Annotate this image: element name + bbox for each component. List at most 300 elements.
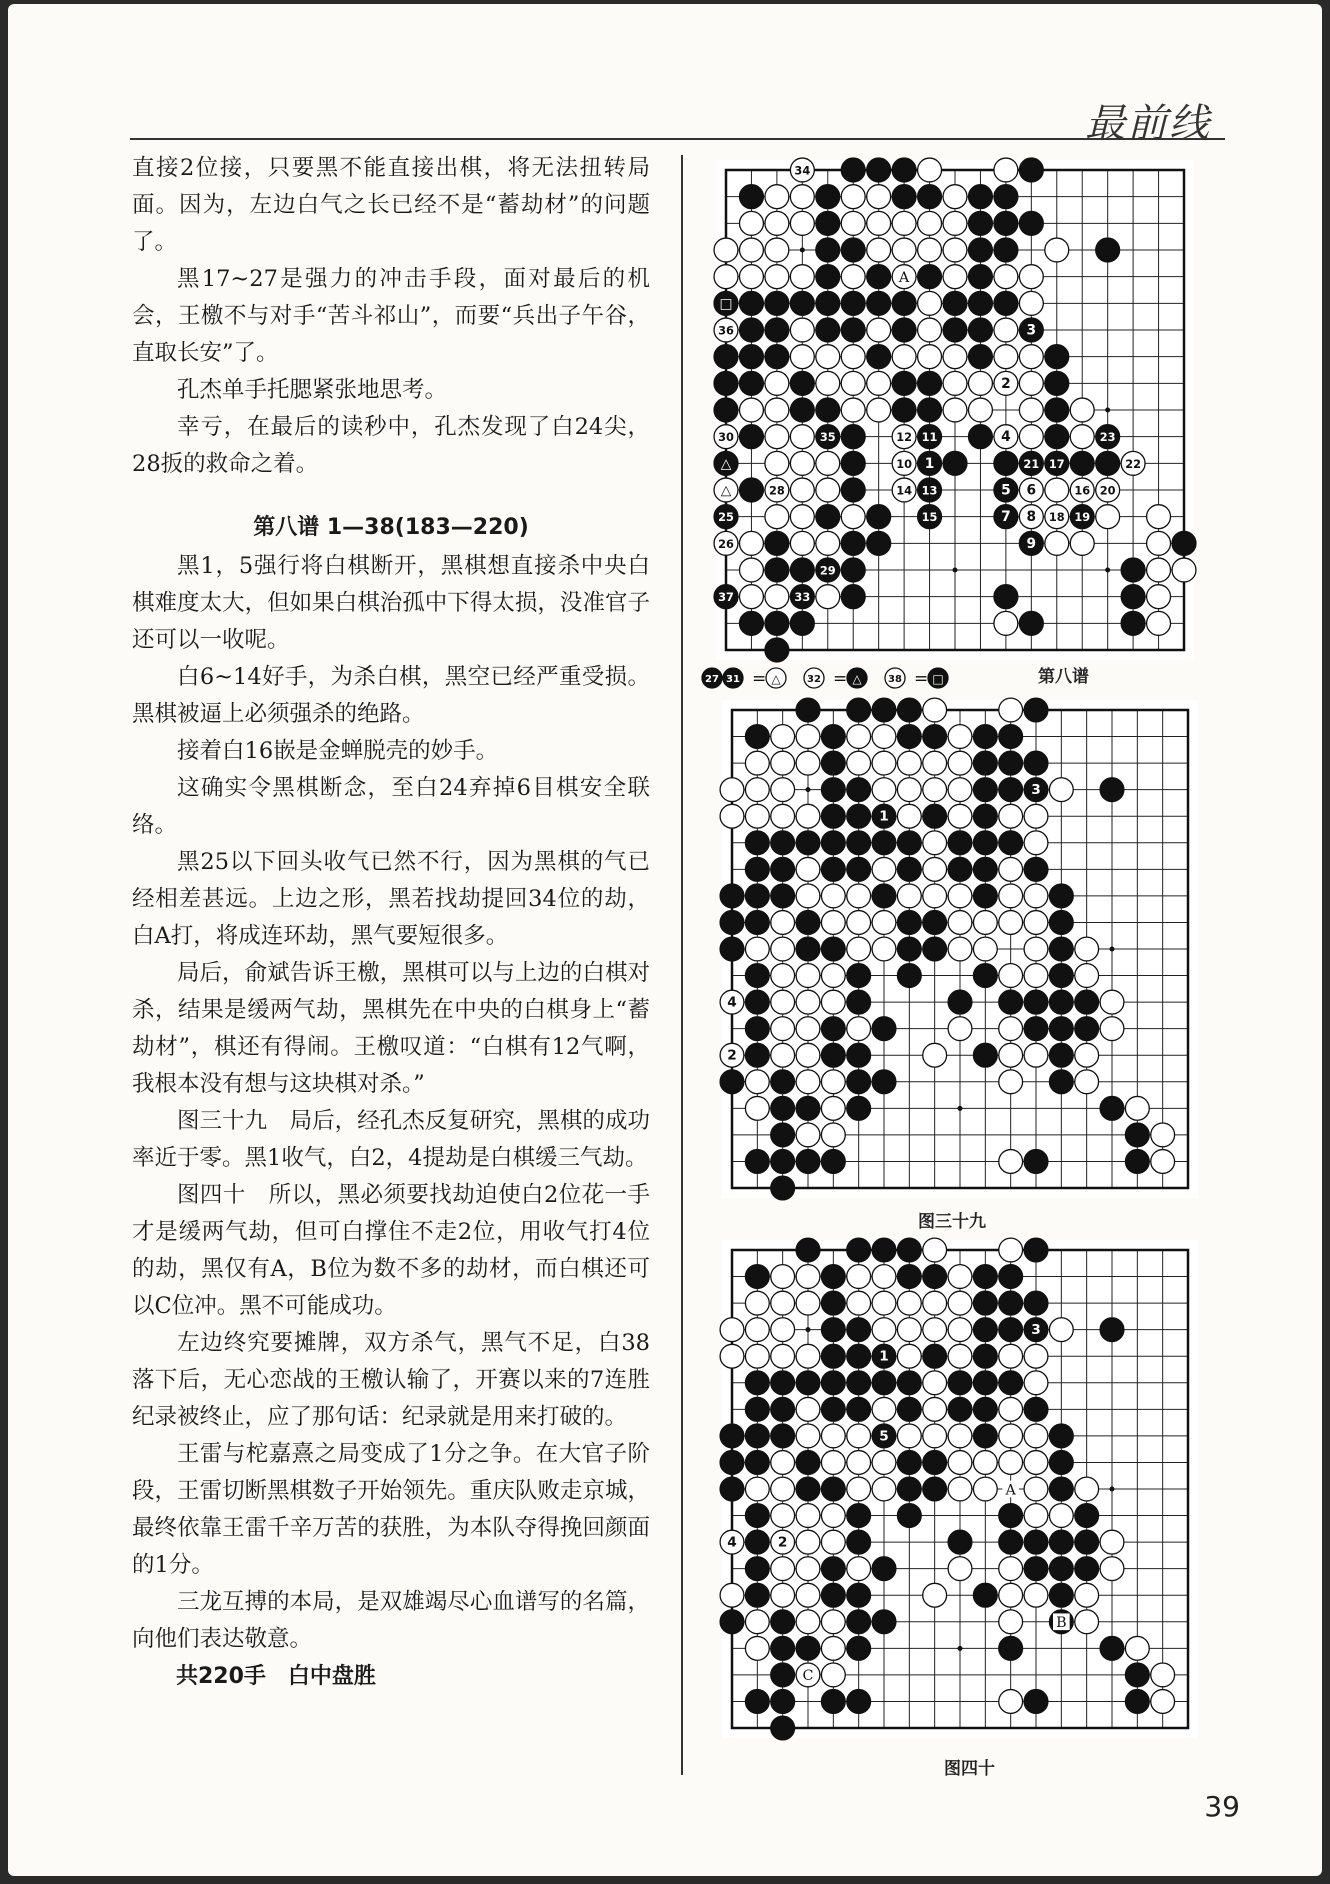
- black-stone: [968, 185, 992, 209]
- black-stone: [745, 990, 769, 1014]
- black-stone: [897, 1265, 921, 1289]
- white-stone: [923, 831, 947, 855]
- white-stone: [720, 778, 744, 802]
- stone-number: △: [720, 455, 732, 472]
- white-stone: [1024, 1504, 1048, 1528]
- black-stone: [821, 831, 845, 855]
- white-stone: [771, 964, 795, 988]
- white-stone: [897, 884, 921, 908]
- header-rule: [130, 138, 1225, 140]
- stone-number: 20: [1099, 483, 1116, 498]
- stone-number: 1: [879, 1348, 889, 1365]
- white-stone: [847, 725, 871, 749]
- black-stone: [872, 1610, 896, 1634]
- white-stone: [821, 1451, 845, 1475]
- black-stone: [897, 831, 921, 855]
- black-stone: [1024, 990, 1048, 1014]
- black-stone: [771, 857, 795, 881]
- black-stone: [994, 185, 1018, 209]
- black-stone: [968, 211, 992, 235]
- white-stone: [847, 1477, 871, 1501]
- black-stone: [821, 1557, 845, 1581]
- white-stone: [720, 1583, 744, 1607]
- white-stone: [948, 778, 972, 802]
- white-stone: [847, 751, 871, 775]
- white-stone: [796, 1123, 820, 1147]
- white-stone: [796, 1043, 820, 1067]
- paragraph: 这确实令黑棋断念，至白24弃掉6目棋安全联络。: [132, 775, 650, 838]
- black-stone: [821, 1291, 845, 1315]
- point-letter: A: [1005, 1482, 1016, 1499]
- black-stone: [821, 857, 845, 881]
- white-stone: [796, 1070, 820, 1094]
- white-stone: [973, 911, 997, 935]
- white-stone: [1049, 1504, 1073, 1528]
- white-stone: [739, 211, 763, 235]
- white-stone: [948, 1557, 972, 1581]
- stone-equivalence-legend: [700, 663, 1030, 693]
- black-stone: [994, 585, 1018, 609]
- white-stone: [1024, 1043, 1048, 1067]
- white-stone: [796, 1504, 820, 1528]
- black-stone: [847, 1690, 871, 1714]
- stone-number: 2: [1001, 375, 1011, 392]
- black-stone: [999, 831, 1023, 855]
- black-stone: [1045, 371, 1069, 395]
- article-part-2: [132, 548, 650, 1658]
- black-stone: [790, 371, 814, 395]
- black-stone: [847, 1096, 871, 1120]
- board-diagram-39: [722, 700, 1198, 1198]
- white-stone: [1024, 1424, 1048, 1448]
- white-stone: [771, 1318, 795, 1342]
- stone-number: 36: [718, 323, 734, 338]
- black-stone: [847, 964, 871, 988]
- white-stone: [923, 1583, 947, 1607]
- black-stone: [1100, 778, 1124, 802]
- black-stone: [745, 1371, 769, 1395]
- black-stone: [1024, 1530, 1048, 1554]
- black-stone: [1049, 937, 1073, 961]
- black-stone: [745, 1017, 769, 1041]
- black-stone: [892, 371, 916, 395]
- white-stone: [847, 937, 871, 961]
- white-stone: [796, 1344, 820, 1368]
- black-stone: [847, 1610, 871, 1634]
- white-stone: [923, 1397, 947, 1421]
- white-stone: [897, 751, 921, 775]
- black-stone: [973, 1265, 997, 1289]
- white-stone: [821, 884, 845, 908]
- black-stone: [790, 291, 814, 315]
- black-stone: [765, 611, 789, 635]
- white-stone: [796, 751, 820, 775]
- black-stone: [968, 265, 992, 289]
- black-stone: [739, 478, 763, 502]
- black-stone: [714, 371, 738, 395]
- black-stone: [720, 911, 744, 935]
- white-stone: [1147, 585, 1171, 609]
- white-stone: [790, 185, 814, 209]
- stone-number: 7: [1001, 509, 1011, 526]
- black-stone: [999, 1530, 1023, 1554]
- legend-stone-number: 32: [807, 674, 821, 685]
- white-stone: [796, 725, 820, 749]
- black-stone: [745, 964, 769, 988]
- white-stone: [847, 911, 871, 935]
- black-stone: [821, 1265, 845, 1289]
- black-stone: [999, 1636, 1023, 1660]
- star-point: [800, 248, 805, 253]
- black-stone: [897, 1504, 921, 1528]
- black-stone: [821, 778, 845, 802]
- black-stone: [821, 1371, 845, 1395]
- stone-number: 13: [921, 483, 938, 498]
- white-stone: [1075, 1070, 1099, 1094]
- white-stone: [872, 937, 896, 961]
- white-stone: [1049, 1318, 1073, 1342]
- black-stone: [816, 505, 840, 529]
- black-stone: [765, 638, 789, 662]
- white-stone: [999, 1017, 1023, 1041]
- white-stone: [765, 451, 789, 475]
- white-stone: [1024, 1371, 1048, 1395]
- black-stone: [816, 398, 840, 422]
- black-stone: [771, 1096, 795, 1120]
- white-stone: [821, 1663, 845, 1687]
- stone-number: 37: [718, 590, 734, 605]
- black-stone: [994, 451, 1018, 475]
- white-stone: [745, 1344, 769, 1368]
- white-stone: [739, 398, 763, 422]
- white-stone: [923, 1291, 947, 1315]
- black-stone: [1024, 1397, 1048, 1421]
- black-stone: [821, 1477, 845, 1501]
- paragraph: 三龙互搏的本局，是双雄竭尽心血谱写的名篇，向他们表达敬意。: [132, 1589, 650, 1652]
- black-stone: [923, 911, 947, 935]
- black-stone: [714, 398, 738, 422]
- black-stone: [821, 1344, 845, 1368]
- white-stone: [943, 265, 967, 289]
- paragraph: 直接2位接，只要黑不能直接出棋，将无法扭转局面。因为，左边白气之长已经不是“蓄劫材”的问题了。: [132, 155, 650, 255]
- black-stone: [897, 964, 921, 988]
- black-stone: [1075, 1557, 1099, 1581]
- white-stone: [1045, 478, 1069, 502]
- black-stone: [1024, 1291, 1048, 1315]
- white-stone: [1070, 531, 1094, 555]
- black-stone: [841, 318, 865, 342]
- black-stone: [1125, 1150, 1149, 1174]
- black-stone: [1049, 1424, 1073, 1448]
- white-stone: [745, 1610, 769, 1634]
- black-stone: [1100, 1096, 1124, 1120]
- legend-mark: □: [932, 672, 944, 686]
- stone-number: □: [719, 295, 733, 312]
- black-stone: [1075, 990, 1099, 1014]
- white-stone: [999, 857, 1023, 881]
- white-stone: [796, 1583, 820, 1607]
- legend-equals: =: [833, 669, 848, 689]
- black-stone: [841, 158, 865, 182]
- paragraph: 图四十 所以，黑必须要找劫迫使白2位花一手才是缓两气劫，但可白撑住不走2位，用收气打4位的劫，黑仅有A，B位为数不多的劫材，而白棋还可以C位冲。黑不可能成功。: [132, 1182, 650, 1319]
- black-stone: [1019, 158, 1043, 182]
- black-stone: [999, 778, 1023, 802]
- white-stone: [897, 804, 921, 828]
- white-stone: [999, 1557, 1023, 1581]
- white-stone: [841, 211, 865, 235]
- black-stone: [973, 1583, 997, 1607]
- black-stone: [1019, 211, 1043, 235]
- stone-number: 15: [921, 510, 938, 525]
- black-stone: [968, 345, 992, 369]
- black-stone: [999, 1291, 1023, 1315]
- stone-number: 29: [819, 563, 836, 578]
- point-letter: C: [802, 1668, 814, 1685]
- black-stone: [973, 1318, 997, 1342]
- paragraph: 接着白16嵌是金蝉脱壳的妙手。: [177, 738, 499, 764]
- black-stone: [1049, 964, 1073, 988]
- stone-number: 28: [768, 483, 785, 498]
- white-stone: [948, 1451, 972, 1475]
- black-stone: [994, 291, 1018, 315]
- black-stone: [847, 990, 871, 1014]
- black-stone: [790, 558, 814, 582]
- page-number: 39: [1204, 1790, 1240, 1823]
- black-stone: [796, 1238, 820, 1262]
- stone-number: 2: [727, 1047, 737, 1064]
- white-stone: [943, 371, 967, 395]
- white-stone: [771, 937, 795, 961]
- white-stone: [720, 1318, 744, 1342]
- stone-number: 5: [879, 1428, 889, 1445]
- white-stone: [1151, 1690, 1175, 1714]
- white-stone: [923, 778, 947, 802]
- white-stone: [1024, 1344, 1048, 1368]
- white-stone: [918, 345, 942, 369]
- white-stone: [771, 1557, 795, 1581]
- black-stone: [771, 884, 795, 908]
- white-stone: [1024, 911, 1048, 935]
- white-stone: [765, 398, 789, 422]
- white-stone: [948, 1265, 972, 1289]
- black-stone: [765, 318, 789, 342]
- white-stone: [790, 425, 814, 449]
- board-diagram-8: [716, 160, 1194, 660]
- white-stone: [796, 1291, 820, 1315]
- stone-number: 12: [896, 430, 913, 445]
- white-stone: [847, 884, 871, 908]
- legend-stone-number: 38: [888, 674, 902, 685]
- black-stone: [796, 1477, 820, 1501]
- white-stone: [1045, 238, 1069, 262]
- white-stone: [816, 371, 840, 395]
- white-stone: [918, 158, 942, 182]
- white-stone: [796, 804, 820, 828]
- white-stone: [999, 804, 1023, 828]
- black-stone: [923, 1344, 947, 1368]
- black-stone: [816, 238, 840, 262]
- white-stone: [999, 1397, 1023, 1421]
- black-stone: [847, 698, 871, 722]
- black-stone: [771, 1123, 795, 1147]
- black-stone: [923, 725, 947, 749]
- white-stone: [1024, 1583, 1048, 1607]
- black-stone: [771, 1610, 795, 1634]
- white-stone: [948, 884, 972, 908]
- black-stone: [872, 1557, 896, 1581]
- black-stone: [892, 185, 916, 209]
- black-stone: [816, 318, 840, 342]
- white-stone: [999, 1690, 1023, 1714]
- paragraph: 白6~14好手，为杀白棋，黑空已经严重受损。黑棋被逼上必须强杀的绝路。: [132, 664, 650, 727]
- white-stone: [765, 185, 789, 209]
- white-stone: [1024, 831, 1048, 855]
- black-stone: [1172, 531, 1196, 555]
- magazine-logo: 最前线: [1085, 101, 1211, 147]
- black-stone: [872, 1238, 896, 1262]
- white-stone: [821, 990, 845, 1014]
- white-stone: [1172, 558, 1196, 582]
- white-stone: [1070, 425, 1094, 449]
- black-stone: [943, 318, 967, 342]
- black-stone: [816, 185, 840, 209]
- stone-number: 18: [1048, 510, 1065, 525]
- white-stone: [994, 611, 1018, 635]
- star-point: [1110, 1487, 1115, 1492]
- white-stone: [999, 911, 1023, 935]
- black-stone: [948, 831, 972, 855]
- white-stone: [1019, 398, 1043, 422]
- white-stone: [771, 1265, 795, 1289]
- black-stone: [821, 1043, 845, 1067]
- black-stone: [796, 1451, 820, 1475]
- white-stone: [745, 1318, 769, 1342]
- black-stone: [867, 291, 891, 315]
- black-stone: [847, 1371, 871, 1395]
- white-stone: [1100, 1017, 1124, 1041]
- white-stone: [841, 185, 865, 209]
- black-stone: [841, 238, 865, 262]
- white-stone: [1070, 398, 1094, 422]
- white-stone: [923, 884, 947, 908]
- black-stone: [968, 425, 992, 449]
- black-stone: [771, 1176, 795, 1200]
- white-stone: [872, 1318, 896, 1342]
- black-stone: [867, 345, 891, 369]
- black-stone: [745, 1690, 769, 1714]
- black-stone: [847, 1043, 871, 1067]
- white-stone: [892, 345, 916, 369]
- stone-number: △: [720, 482, 732, 499]
- black-stone: [771, 1397, 795, 1421]
- caption-diagram-40: 图四十: [944, 1759, 995, 1779]
- black-stone: [973, 884, 997, 908]
- white-stone: [790, 478, 814, 502]
- black-stone: [745, 1150, 769, 1174]
- white-stone: [923, 751, 947, 775]
- black-stone: [841, 531, 865, 555]
- stone-number: 25: [718, 510, 734, 525]
- white-stone: [872, 778, 896, 802]
- white-stone: [765, 585, 789, 609]
- black-stone: [918, 265, 942, 289]
- white-stone: [771, 1477, 795, 1501]
- black-stone: [994, 238, 1018, 262]
- legend-equals: =: [752, 669, 767, 689]
- section-heading: 第八谱 1—38(183—220): [253, 515, 529, 540]
- black-stone: [771, 1636, 795, 1660]
- white-stone: [821, 1636, 845, 1660]
- black-stone: [796, 1150, 820, 1174]
- paragraph: 黑1，5强行将白棋断开，黑棋想直接杀中央白棋难度太大，但如果白棋治孤中下得太损，没准官子还可以一收呢。: [132, 553, 650, 653]
- white-stone: [771, 1451, 795, 1475]
- white-stone: [1147, 505, 1171, 529]
- white-stone: [923, 1318, 947, 1342]
- white-stone: [872, 911, 896, 935]
- white-stone: [1019, 371, 1043, 395]
- black-stone: [821, 1690, 845, 1714]
- white-stone: [821, 1096, 845, 1120]
- stone-number: 4: [727, 994, 737, 1011]
- black-stone: [968, 318, 992, 342]
- black-stone: [892, 158, 916, 182]
- white-stone: [994, 345, 1018, 369]
- white-stone: [816, 531, 840, 555]
- black-stone: [739, 371, 763, 395]
- white-stone: [1024, 884, 1048, 908]
- white-stone: [816, 585, 840, 609]
- black-stone: [720, 1424, 744, 1448]
- point-letter: A: [898, 270, 910, 287]
- white-stone: [765, 425, 789, 449]
- white-stone: [790, 265, 814, 289]
- black-stone: [999, 725, 1023, 749]
- paragraph: 黑17~27是强力的冲击手段，面对最后的机会，王檄不与对手“苦斗祁山”，而要“兵出子午谷，直取长安”了。: [132, 266, 650, 366]
- white-stone: [771, 1583, 795, 1607]
- white-stone: [765, 265, 789, 289]
- white-stone: [816, 478, 840, 502]
- black-stone: [897, 1451, 921, 1475]
- black-stone: [1075, 1017, 1099, 1041]
- black-stone: [923, 1265, 947, 1289]
- black-stone: [1049, 1451, 1073, 1475]
- white-stone: [739, 558, 763, 582]
- white-stone: [821, 1424, 845, 1448]
- white-stone: [1125, 1096, 1149, 1120]
- black-stone: [973, 1424, 997, 1448]
- legend-equals: =: [914, 669, 929, 689]
- white-stone: [796, 884, 820, 908]
- white-stone: [790, 345, 814, 369]
- star-point: [806, 787, 811, 792]
- white-stone: [796, 1557, 820, 1581]
- white-stone: [948, 911, 972, 935]
- black-stone: [720, 1451, 744, 1475]
- white-stone: [771, 725, 795, 749]
- white-stone: [994, 265, 1018, 289]
- white-stone: [867, 211, 891, 235]
- black-stone: [872, 1070, 896, 1094]
- paragraph: 王雷与柁嘉熹之局变成了1分之争。在大官子阶段，王雷切断黑棋数子开始领先。重庆队败走京城，最终依靠王雷千辛万苦的获胜，为本队夺得挽回颜面的1分。: [132, 1441, 650, 1578]
- white-stone: [745, 1477, 769, 1501]
- white-stone: [948, 804, 972, 828]
- white-stone: [1075, 1610, 1099, 1634]
- black-stone: [867, 505, 891, 529]
- black-stone: [739, 318, 763, 342]
- black-stone: [816, 291, 840, 315]
- black-stone: [796, 1096, 820, 1120]
- black-stone: [1121, 585, 1145, 609]
